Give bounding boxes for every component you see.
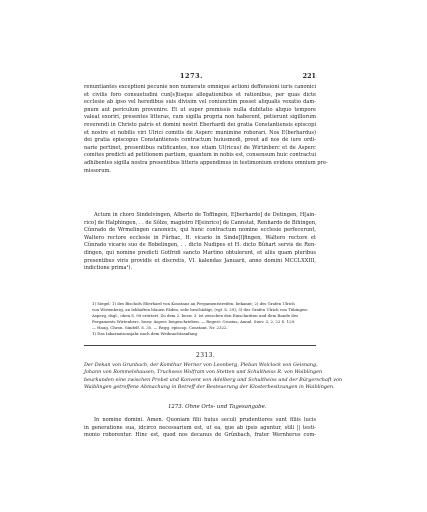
footnotes [92, 301, 316, 337]
text-line: Cûnrado de Wrmelingen canonicis, qui hunc contractum nomine ecclesie perfecerunt, [84, 227, 316, 234]
footnote-line: 1) Siegel: 1) des Bischofs Eberhard von Konstanz an Pergamentstreifen, bekannt; 2) des Grafen Ulrich [92, 301, 295, 306]
text-line: in generatione sua, idcirco necessarium est, ut ea, que ab ipsis aguntur, stili || testi- [84, 424, 316, 431]
text-line: renuntiantes exceptioni pecunie non numerate omnique actioni deffensioni iuris canonici [84, 84, 316, 90]
regest-summary [84, 362, 343, 391]
footnote-line: Pergaments Wirtenberc, bezw. Asperc beigeschrieben. — Regest: Crusius, Annal. Suev. 3, 2, 22 S. 129. [92, 319, 296, 324]
text-line: indictione prima¹). [84, 265, 133, 272]
text-line: et civilis foro consuetudini cun[s]tisque allegationibus et rationibus, per quas dicte [84, 91, 316, 98]
footnote-line: 1) Das Inkarnationsjahr nach dem Weihnachtsanfang. [92, 331, 199, 336]
body-text-block-2 [84, 212, 316, 273]
body-text-block-3 [84, 417, 316, 440]
text-line: In nomine domini. Amen. Quoniam filii huius seculi prudentiores sunt filiis lucis [94, 417, 316, 423]
footnote-line: von Wirtenberg, an lebhaften blauen Fäden, sehr beschädigt, (vgl. S. 29); 3) des Grafen Ulrich von Tübingen- [92, 307, 309, 312]
text-line: dingen, qui nomine predicti Gotfridi sancto Martino obtulerunt, et aliis quam pluribus [84, 249, 316, 256]
text-line: pnum aut periculum provenire. Et ut super premissis nulla dubitatio aliquo tempore [84, 106, 316, 113]
text-line: monio roborentur. Hinc est, quod nos decanus de Grûnbach, frater Wernherus com- [84, 432, 316, 439]
text-line: comites predicti ad petitionem partium, quantum in nobis est, consensum huic contractui [84, 152, 316, 159]
footnote-line: Asperg, dsgl., oben S. 99 erörtert. Zu dem 2. bezw. 3. ist zwischen den Einschnitten und dem Rande des [92, 313, 299, 318]
text-line: et nostre et nobilis viri Ulrici comitis de Asperc munimine roborari. Nos E(berhardus) [84, 129, 316, 136]
text-line: reverendi in Christo patris et domini nostri Eberhardi dei gratia Constantiensis episcopi [84, 121, 316, 128]
text-line: valeat exoriri, presentes litteras, cum sigilla propria non haberent, petierunt sigillorum [84, 114, 316, 121]
text-line: adhibentes sigilla nostra presentibus litteris appendimus in testimonium evidens omnium pre- [84, 159, 328, 166]
text-line: ecclesie ab ipso vel heredibus suis divisim vel coniunctim posset aliqualis vexatio dam- [84, 99, 316, 106]
text-line: narie pertinet, presentibus ratificantes, nos etiam Ul(ricus) de Wirtinberc et de Asperc [84, 144, 316, 151]
text-line: missorum. [84, 167, 111, 174]
page-number: 221 [302, 72, 316, 80]
section-divider [84, 345, 316, 346]
regest-line: Der Dekan von Grunbach, der Komthur Werner von Leonberg, Pleban Wolclock von Geisnang, [84, 362, 318, 368]
text-line: Waltero rectore ecclesie in Fûrbac, H. vicario in Sinde[l]fingen, Waltero rectore et [84, 234, 316, 241]
page-header [84, 72, 316, 82]
text-line: Actum in choro Sindelvingen, Alberto de Toffingen, E[berhardo] de Detingen, H[ain- [94, 212, 316, 218]
document-number: 2313. [196, 352, 216, 359]
text-line: presentibus viris providis et discretis, VI. kalendas Januarii, anno domini MCCLXXIII, [84, 257, 316, 264]
text-line: Cûnrado vicario suo de Bobelingen, . . dicto Nudipes et H. dicto Bûhart servis de Ren- [84, 242, 316, 249]
regest-line: beurkunden eine zwischen Probst und Konvent von Adelberg und Schultheiss und der Bürgerschaft von [84, 376, 343, 383]
regest-line: Waiblingen getroffene Abmachung in Betreff der Besteuerung der Klosterbesitzungen in Waiblingen. [84, 383, 335, 390]
footnote-line: — Haug, Chron. Sindelf. S. 35. — Regg. episcop. Constant. Nr. 2322. [92, 325, 228, 330]
regest-line: Johann von Rommelshausen, Truchsess Wolfram von Stetten und Schultheiss R. von Waiblingen [84, 369, 323, 376]
date-line: 1273. Ohne Orts- und Tagesangabe. [168, 404, 267, 410]
body-text-block-1 [84, 84, 328, 175]
text-line: dei gratia episcopus Constantiensis contractum huiusmodi, prout ad nos de iure ordi- [84, 137, 316, 144]
header-year: 1273. [180, 72, 204, 80]
text-line: rico] de Halphingen, . . de Sôlze, magistro H[einrico] de Cannstat, Renhardo de Bihingen, [84, 219, 317, 226]
